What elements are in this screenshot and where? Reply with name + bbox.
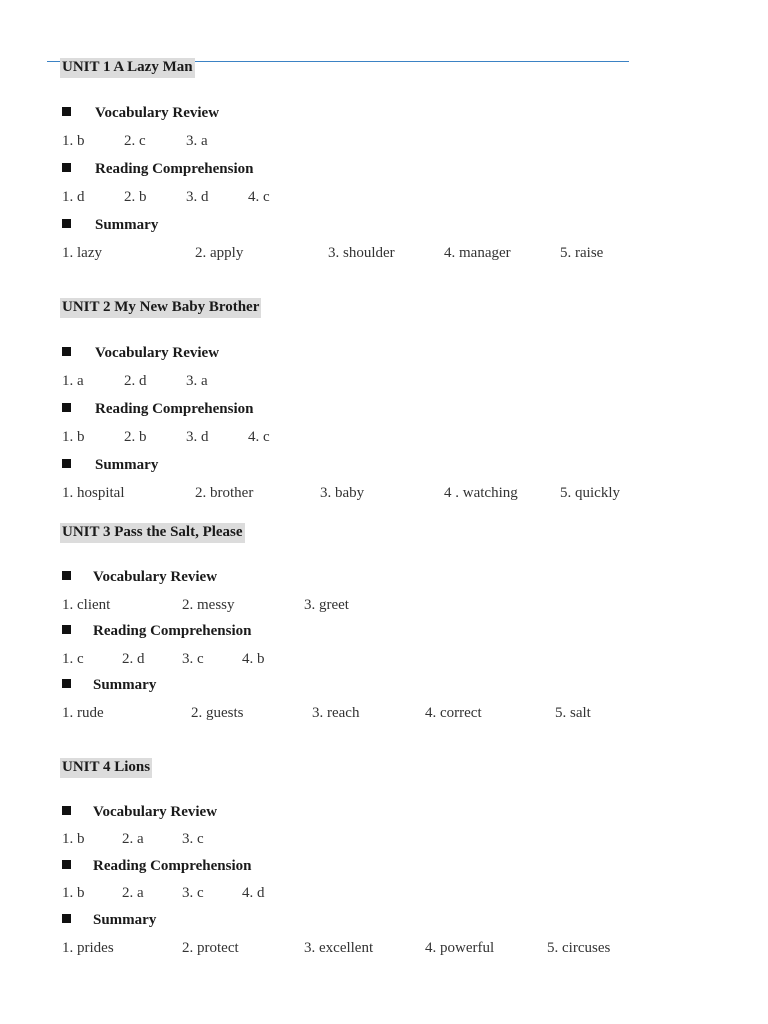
unit-2-vocabulary-heading: Vocabulary Review xyxy=(62,344,219,362)
answer: 3. a xyxy=(186,133,208,149)
answer: 2. d xyxy=(122,651,145,667)
answer: 1. b xyxy=(62,429,85,445)
answer: 1. hospital xyxy=(62,485,125,501)
answer: 1. lazy xyxy=(62,245,102,261)
answer: 2. b xyxy=(124,189,147,205)
unit-3-reading-heading: Reading Comprehension xyxy=(62,622,252,640)
answer: 1. prides xyxy=(62,940,114,956)
answer: 4 . watching xyxy=(444,485,518,501)
answer: 2. brother xyxy=(195,485,254,501)
answer: 3. c xyxy=(182,651,204,667)
answer: 4. d xyxy=(242,885,265,901)
unit-1-vocabulary-heading: Vocabulary Review xyxy=(62,104,219,122)
unit-4-title: UNIT 4 Lions xyxy=(60,758,152,778)
answer: 1. a xyxy=(62,373,84,389)
answer: 4. c xyxy=(248,429,270,445)
square-bullet-icon xyxy=(62,219,71,228)
answer: 1. b xyxy=(62,133,85,149)
answer: 1. b xyxy=(62,831,85,847)
unit-3-title: UNIT 3 Pass the Salt, Please xyxy=(60,523,245,543)
answer: 2. d xyxy=(124,373,147,389)
unit-4-summary-heading: Summary xyxy=(62,911,156,929)
answer: 3. reach xyxy=(312,705,360,721)
answer: 3. d xyxy=(186,429,209,445)
answer: 3. excellent xyxy=(304,940,374,956)
answer: 4. b xyxy=(242,651,265,667)
answer: 2. apply xyxy=(195,245,244,261)
square-bullet-icon xyxy=(62,679,71,688)
answer: 4. correct xyxy=(425,705,482,721)
answer: 1. client xyxy=(62,597,111,613)
unit-3-vocabulary-heading: Vocabulary Review xyxy=(62,568,217,586)
unit-1-summary-heading: Summary xyxy=(62,216,158,234)
answer: 1. b xyxy=(62,885,85,901)
answer: 2. b xyxy=(124,429,147,445)
square-bullet-icon xyxy=(62,107,71,116)
unit-2-reading-heading: Reading Comprehension xyxy=(62,400,254,418)
answer: 3. a xyxy=(186,373,208,389)
square-bullet-icon xyxy=(62,806,71,815)
answer: 3. c xyxy=(182,885,204,901)
unit-1-title: UNIT 1 A Lazy Man xyxy=(60,58,195,78)
square-bullet-icon xyxy=(62,347,71,356)
answer: 4. manager xyxy=(444,245,511,261)
answer: 2. guests xyxy=(191,705,244,721)
answer: 5. salt xyxy=(555,705,591,721)
answer: 4. c xyxy=(248,189,270,205)
unit-4-reading-heading: Reading Comprehension xyxy=(62,857,252,875)
answer: 1. c xyxy=(62,651,84,667)
unit-2-title: UNIT 2 My New Baby Brother xyxy=(60,298,261,318)
answer: 5. raise xyxy=(560,245,604,261)
answer: 1. d xyxy=(62,189,85,205)
answer: 1. rude xyxy=(62,705,104,721)
answer: 3. c xyxy=(182,831,204,847)
answer: 3. baby xyxy=(320,485,365,501)
answer: 3. shoulder xyxy=(328,245,395,261)
answer: 4. powerful xyxy=(425,940,495,956)
answer: 3. greet xyxy=(304,597,349,613)
answer: 2. a xyxy=(122,831,144,847)
unit-2-summary-heading: Summary xyxy=(62,456,158,474)
answer: 2. messy xyxy=(182,597,235,613)
unit-1-reading-heading: Reading Comprehension xyxy=(62,160,254,178)
square-bullet-icon xyxy=(62,403,71,412)
answer: 2. protect xyxy=(182,940,239,956)
answer: 3. d xyxy=(186,189,209,205)
answer: 2. c xyxy=(124,133,146,149)
square-bullet-icon xyxy=(62,625,71,634)
answer: 5. circuses xyxy=(547,940,611,956)
answer: 2. a xyxy=(122,885,144,901)
square-bullet-icon xyxy=(62,914,71,923)
square-bullet-icon xyxy=(62,459,71,468)
unit-3-summary-heading: Summary xyxy=(62,676,156,694)
square-bullet-icon xyxy=(62,571,71,580)
square-bullet-icon xyxy=(62,860,71,869)
square-bullet-icon xyxy=(62,163,71,172)
answer: 5. quickly xyxy=(560,485,620,501)
unit-4-vocabulary-heading: Vocabulary Review xyxy=(62,803,217,821)
